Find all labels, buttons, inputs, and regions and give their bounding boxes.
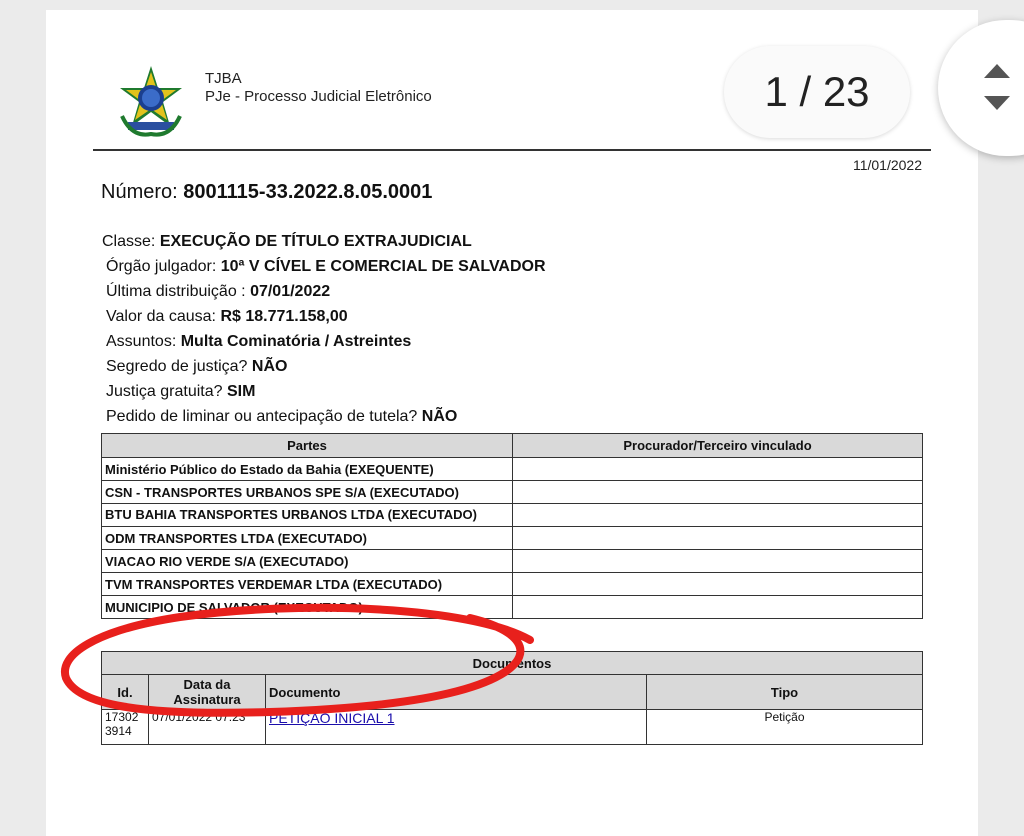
field-distribuicao: Última distribuição : 07/01/2022 [106,283,331,300]
doc-date: 07/01/2022 07:23 [149,710,266,745]
system-name: PJe - Processo Judicial Eletrônico [205,88,432,105]
table-row [102,710,923,745]
field-gratuita: Justiça gratuita? SIM [106,383,256,400]
org-short: TJBA [205,70,242,87]
field-segredo: Segredo de justiça? NÃO [106,358,288,375]
parties-table [101,433,923,619]
page-indicator: 1 / 23 [724,46,910,138]
party-name: BTU BAHIA TRANSPORTES URBANOS LTDA (EXECUTADO) [102,504,513,527]
case-metadata [102,229,546,429]
table-row [102,550,923,573]
column-header: Procurador/Terceiro vinculado [513,434,923,458]
doc-link[interactable]: PETIÇÃO INICIAL 1 [269,710,395,726]
doc-type: Petição [647,710,923,745]
column-header: Data da Assinatura [149,675,266,710]
field-liminar: Pedido de liminar ou antecipação de tutela? NÃO [106,408,458,425]
table-row [102,527,923,550]
table-header-row [102,434,923,458]
party-name: CSN - TRANSPORTES URBANOS SPE S/A (EXECUTADO) [102,481,513,504]
table-row [102,504,923,527]
header-org [205,70,432,106]
party-name: VIACAO RIO VERDE S/A (EXECUTADO) [102,550,513,573]
doc-id: 173023914 [102,710,149,745]
party-name: MUNICIPIO DE SALVADOR (EXECUTADO) [102,596,513,619]
field-valor: Valor da causa: R$ 18.771.158,00 [106,308,348,325]
case-number-label: Número: [101,181,178,203]
party-name: Ministério Público do Estado da Bahia (EXEQUENTE) [102,458,513,481]
table-banner-row [102,652,923,675]
table-row [102,481,923,504]
field-classe: Classe: EXECUÇÃO DE TÍTULO EXTRAJUDICIAL [102,233,472,250]
party-name: ODM TRANSPORTES LTDA (EXECUTADO) [102,527,513,550]
chevron-down-icon[interactable] [984,96,1010,110]
column-header: Id. [102,675,149,710]
documents-banner: Documentos [102,652,923,675]
chevron-up-icon[interactable] [984,64,1010,78]
table-row [102,596,923,619]
header-divider [93,149,931,151]
column-header: Documento [266,675,647,710]
column-header: Partes [102,434,513,458]
table-row [102,573,923,596]
party-name: TVM TRANSPORTES VERDEMAR LTDA (EXECUTADO) [102,573,513,596]
case-number [101,181,432,204]
column-header: Tipo [647,675,923,710]
table-row [102,458,923,481]
coat-of-arms-icon [112,64,190,142]
document-date: 11/01/2022 [852,157,922,173]
case-number-value: 8001115-33.2022.8.05.0001 [183,181,433,203]
documents-table [101,651,923,745]
table-header-row [102,675,923,710]
field-assuntos: Assuntos: Multa Cominatória / Astreintes [106,333,412,350]
field-orgao: Órgão julgador: 10ª V CÍVEL E COMERCIAL DE SALVADOR [106,258,546,275]
